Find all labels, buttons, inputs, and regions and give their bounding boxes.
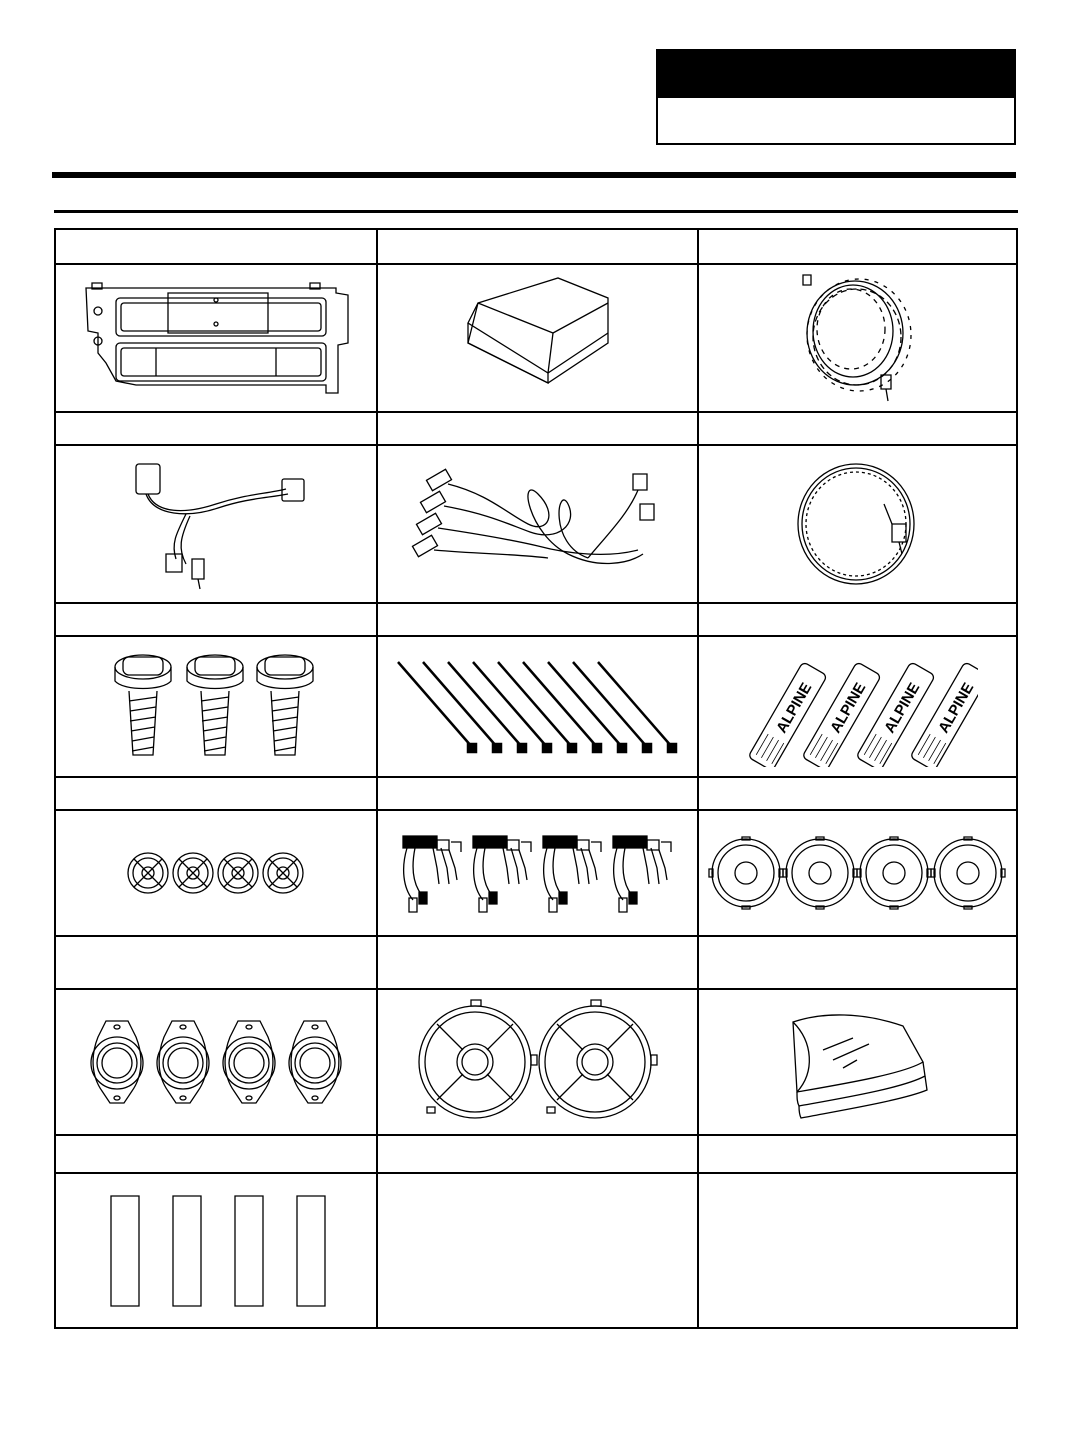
mounting-bracket-icon [56, 265, 376, 411]
table-image-row [56, 446, 1016, 604]
badge-text: ALPINE [772, 679, 815, 736]
table-image-row [56, 990, 1016, 1136]
wire-harness-coil-icon [699, 265, 1016, 411]
table-label-row [56, 778, 1016, 811]
header-subtitle [658, 98, 1014, 143]
speaker-adapter-harness-icon [378, 811, 697, 935]
t-harness-icon [56, 446, 376, 602]
badge-text: ALPINE [934, 679, 977, 736]
empty-cell [378, 1174, 697, 1327]
screw-icon [56, 637, 376, 776]
header-title [658, 51, 1014, 98]
table-label-row [56, 230, 1016, 265]
speaker-adapter-ring-icon [699, 811, 1016, 935]
rca-cable-icon [378, 446, 697, 602]
table-label-row [56, 604, 1016, 637]
table-label-row [56, 413, 1016, 446]
cleaning-cloth-icon [699, 990, 1016, 1134]
badge-text: ALPINE [880, 679, 923, 736]
table-label-row [56, 1136, 1016, 1174]
alpine-badge-icon [699, 637, 1016, 776]
table-image-row [56, 265, 1016, 413]
trim-cover-icon [378, 265, 697, 411]
table-image-row [56, 1174, 1016, 1327]
woofer-adapter-icon [378, 990, 697, 1134]
cable-tie-icon [378, 637, 697, 776]
tweeter-adapter-icon [56, 990, 376, 1134]
header-rule-thick [52, 172, 1016, 178]
foam-strip-icon [56, 1174, 376, 1327]
small-grille-icon [56, 811, 376, 935]
header-rule-thin [54, 210, 1018, 213]
header-title-box [656, 49, 1016, 145]
table-image-row [56, 637, 1016, 778]
table-label-row [56, 937, 1016, 990]
parts-table [54, 228, 1018, 1329]
table-image-row [56, 811, 1016, 937]
badge-text: ALPINE [826, 679, 869, 736]
empty-cell [699, 1174, 1016, 1327]
cable-coil-icon [699, 446, 1016, 602]
